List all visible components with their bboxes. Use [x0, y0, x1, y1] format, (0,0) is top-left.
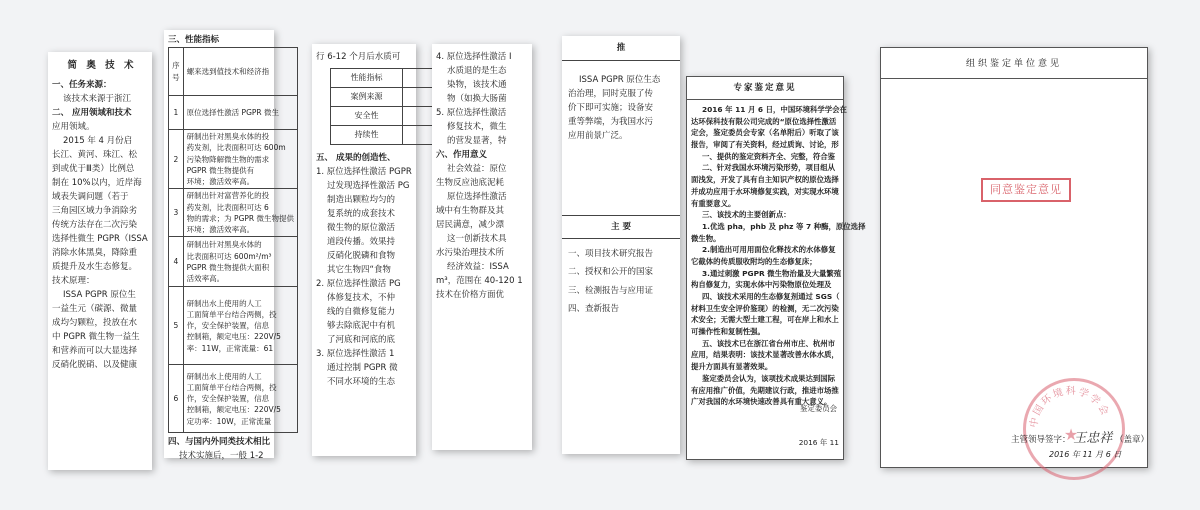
paragraph-line: 三、该技术的主要创新点： [702, 210, 791, 220]
list-item: 三、检测报告与应用证 [568, 285, 654, 296]
cell-line: 药发剂，比表面积可达 600m [186, 143, 286, 153]
table-row [169, 189, 298, 237]
paragraph-line: 该技术来源于浙江 [63, 93, 132, 104]
paragraph-line: 面浅发，开发了具有自主知识产权的原位选择 [691, 175, 839, 185]
paragraph-line: 广对我国的水环境快速改善具有重大意义。 [691, 397, 832, 407]
signature-label: 鉴定委员会 [800, 404, 837, 413]
paragraph-line: 到或优于Ⅲ类）比例总 [52, 163, 135, 174]
paragraph-line: 修复技术，微生 [447, 122, 507, 133]
list-item: 二、授权和公开的国家 [568, 267, 654, 278]
table-cell: 安全性 [331, 107, 403, 126]
paragraph-line: 有重要意义。 [691, 198, 736, 208]
document-page-6 [686, 76, 866, 460]
document-page-5 [562, 36, 680, 454]
paragraph-line: 1.优选 pha，phb 及 phz 等 7 种酶，原位选择 [702, 221, 866, 231]
cell-line: 工面简单平台结合两侧，投 [186, 309, 277, 319]
date-text: 2016 年 11 月 6 日 [1049, 450, 1122, 459]
cell-line: 工面简单平台结合两侧，投 [186, 382, 277, 392]
paragraph-line: 行 6-12 个月后水质可 [316, 52, 401, 62]
paragraph-line: 五、该技术已在浙江省台州市庄、杭州市 [702, 338, 836, 348]
paragraph-line: 术安全；无需大型土建工程，可在岸上和水上 [691, 315, 839, 325]
paragraph-line: 和营养而可以大显选择 [52, 345, 138, 356]
cell-line: 定功率：10W，正常流量 [186, 416, 272, 426]
paragraph-line: 2.制造出可用用面位化释技术的水体修复 [702, 245, 836, 255]
cell-line: 研制出针对黑臭水体的投 [186, 132, 270, 142]
row-content [183, 96, 297, 130]
paragraph-line: 制在 10%以内，近岸海 [52, 177, 142, 188]
row-content [183, 189, 297, 237]
paragraph-line: ISSA PGPR 原位生态 [579, 75, 661, 85]
paragraph-line: 社会效益：原位 [447, 164, 507, 175]
paragraph-line: 2016 年 11 月 6 日，中国环境科学学会在 [702, 105, 847, 114]
paragraph-line: 居民满意，减少漂 [436, 220, 505, 231]
paragraph-line: 提升方面具有显著效果。 [691, 362, 773, 372]
table-header: 螺来选到值技术和经济指 [183, 48, 297, 96]
table-row [169, 237, 298, 287]
row-number: 4 [169, 237, 184, 287]
attachment-list [562, 239, 680, 318]
paragraph-line: 3.通过刺激 PGPR 微生物治量及大量繁殖 [702, 268, 842, 278]
cell-line: 作，安全保护装置，信息 [186, 321, 270, 331]
page-body [562, 61, 680, 143]
page-body [316, 151, 416, 389]
row-number: 5 [169, 287, 184, 365]
table-cell: 持续性 [331, 126, 403, 145]
cell-line: PGPR 微生物提供有 [186, 165, 255, 175]
header-cell: 推 [562, 36, 680, 61]
cell-line: 控制箱，额定电压：220V/5 [186, 405, 281, 415]
paragraph-line: 消除水体黑臭，降除重 [52, 247, 138, 258]
document-page-1 [48, 52, 152, 470]
paragraph-line: 报告，审阅了有关资料，经过质询、讨论，形 [691, 140, 839, 150]
table-row [169, 287, 298, 365]
paragraph-line: 体修复技术，不仲 [327, 293, 396, 304]
cell-line: 环境；激活效率高。 [186, 225, 255, 235]
paragraph-line: 不同水环境的生态 [327, 377, 396, 388]
page-title: 组织鉴定单位意见 [965, 59, 1062, 69]
page-body [436, 50, 532, 302]
paragraph-line: 了河底和河底的底 [327, 335, 396, 346]
document-page-4 [432, 44, 532, 450]
paragraph-line: 鉴定委员会认为，该项技术成果达到国际 [702, 373, 836, 383]
page-title: 简 奥 技 术 [67, 60, 137, 71]
paragraph-line: 治治理，同时克服了传 [568, 89, 654, 100]
section-heading: 三、性能指标 [168, 35, 220, 45]
paragraph-line: 微生物的原位激活 [327, 223, 396, 234]
handwritten-signature: 王忠祥 [1073, 431, 1113, 446]
paragraph-line: 复系统的成套技术 [327, 209, 396, 220]
paragraph-line: 2. 原位选择性激活 PG [316, 279, 401, 290]
cell-line: 研制出水上使用的人工 [186, 298, 262, 308]
paragraph-line: 够去除底泥中有机 [327, 321, 396, 332]
paragraph-line: 构自修复力，实现水体中污染物原位处理及 [691, 280, 832, 290]
paragraph-line: ISSA PGPR 原位生 [63, 289, 136, 300]
paragraph-line: 一、提供的鉴定资料齐全、完整，符合鉴 [702, 151, 836, 161]
paragraph-line: 3. 原位选择性激活 1 [316, 349, 395, 360]
paragraph-line: 4. 原位选择性激活 I [436, 52, 512, 62]
paragraph-line: 制造出颗粒均匀的 [327, 195, 396, 206]
paragraph-line: 水质退的是生态 [447, 66, 507, 77]
paragraph-line: 传统方法存在二次污染 [52, 219, 138, 230]
cell-line: 环境；激活效率高。 [186, 177, 255, 187]
cell-line: 原位选择性激活 PGPR 微生 [186, 107, 279, 117]
section-heading: 六、作用意义 [436, 150, 488, 161]
paragraph-line: 定会，鉴定委员会专家（名单附后）听取了该 [691, 128, 839, 138]
cell-line: 物的需求；为 PGPR 微生物提供 [186, 213, 294, 223]
paragraph-line: 道段传播。效果持 [327, 237, 396, 248]
row-number: 2 [169, 130, 184, 189]
paragraph-line: 域中有生物群及其 [436, 206, 505, 217]
paragraph-line: 通过控制 PGPR 微 [327, 363, 398, 374]
paragraph-line: 应用，结果表明：该技术显著改善水体水质， [691, 350, 839, 360]
section-heading: 五、 成果的创造性、 [316, 153, 396, 164]
page-title: 专家鉴定意见 [687, 77, 843, 100]
section-heading: 二、 应用领域和技术 [52, 107, 132, 118]
paragraph-line: 技术实施后，一般 1-2 [179, 451, 264, 462]
document-page-7 [880, 47, 1148, 468]
cell-line: PGPR 微生物提供大面积 [186, 262, 270, 272]
seal-label: （盖章） [1114, 435, 1149, 445]
paragraph-line: 反硝化脱磷和食物 [327, 251, 396, 262]
cell-line: 污染物降解微生物的需求 [186, 154, 270, 164]
paragraph-line: 染物，该技术通 [447, 80, 507, 91]
table-row [169, 96, 298, 130]
page-body [687, 100, 866, 408]
paragraph-line: 可操作性和复制性强。 [691, 327, 765, 337]
cell-line: 研制出针对富营养化的投 [186, 191, 270, 201]
paragraph-line: 应用领域。 [52, 121, 95, 132]
leader-label: 主管领导签字： [1011, 435, 1071, 445]
cell-line: 率：11W，正常流量：61 [186, 343, 274, 353]
paragraph-line: 应用前景广泛。 [568, 131, 628, 142]
row-content [183, 237, 297, 287]
cell-line: 控制箱，额定电压：220V/5 [186, 332, 281, 342]
row-content [183, 287, 297, 365]
paragraph-line: 物（如换大肠菌 [447, 94, 507, 105]
paragraph-line: 技术原理： [52, 275, 95, 286]
row-number: 3 [169, 189, 184, 237]
paragraph-line: 反硝化脱硝、以及健康 [52, 359, 138, 370]
paragraph-line: 三角园区域力争消除劣 [52, 205, 138, 216]
table-header: 序号 [169, 48, 184, 96]
paragraph-line: 四、该技术采用的生态修复剂通过 SGS（ [702, 292, 840, 301]
table-cell: 性能指标 [331, 69, 403, 88]
row-number: 6 [169, 365, 184, 433]
paragraph-line: 经济效益：ISSA [447, 262, 509, 273]
table-row [169, 130, 298, 189]
paragraph-line: 并成功应用于水环境修复实践，对实现水环境 [691, 186, 839, 196]
paragraph-line: 价下即可实施；设备安 [568, 103, 654, 114]
row-content [183, 365, 297, 433]
table-row [169, 365, 298, 433]
paragraph-line: 水污染治理技术所 [436, 248, 505, 259]
section-heading: 四、与国内外同类技术相比 [168, 437, 271, 448]
paragraph-line: 达环保科技有限公司完成的“原位选择性激活 [691, 116, 837, 126]
paragraph-line: 重等弊端，为我国水污 [568, 117, 654, 128]
cell-line: 比表面积可达 600m²/m³ [186, 251, 272, 261]
section-heading: 一、任务来源： [52, 79, 112, 90]
paragraph-line: 5. 原位选择性激活 [436, 108, 507, 119]
row-content [183, 130, 297, 189]
row-number: 1 [169, 96, 184, 130]
paragraph-line: 技术在价格方面优 [436, 290, 505, 301]
performance-table [168, 47, 298, 433]
paragraph-line: 这一创新技术具 [447, 234, 507, 245]
paragraph-line: 原位选择性激活 [447, 192, 507, 203]
paragraph-line: 它截体的传质服收附均的生态修复床； [691, 256, 817, 266]
paragraph-line: 2015 年 4 月份启 [63, 135, 133, 146]
paragraph-line: 微生物。 [691, 233, 721, 243]
table-cell: 案例来源 [331, 88, 403, 107]
paragraph-line: 域表失调问题（若于 [52, 191, 129, 202]
cell-line: 活效率高。 [186, 274, 225, 284]
paragraph-line: 有应用推广价值，先期建议行政，推进市场推 [691, 385, 839, 395]
approval-stamp: 同意鉴定意见 [981, 178, 1071, 202]
leader-line [1011, 428, 1149, 449]
document-page-2 [164, 30, 294, 462]
paragraph-line: 的营发显著，特 [447, 136, 507, 147]
cell-line: 作，安全保护装置，信息 [186, 394, 270, 404]
list-item: 一、项目技术研究报告 [568, 249, 654, 260]
paragraph-line: m³，范围在 40-120 1 [436, 276, 523, 287]
document-page-3 [312, 44, 416, 456]
paragraph-line: 材料卫生安全评价鉴现）的检测，无二次污染 [691, 303, 839, 313]
paragraph-line: 中 PGPR 微生物一益生 [52, 331, 140, 342]
date-text: 2016 年 11 [798, 438, 839, 447]
page-body [52, 78, 152, 372]
paragraph-line: 生物反应池底泥耗 [436, 178, 505, 189]
seal-text: 中国环境科学学会 [1028, 385, 1111, 429]
svg-text:★: ★ [1063, 425, 1079, 444]
svg-text:中国环境科学学会 [1027, 384, 1113, 429]
paragraph-line: 选择性微生 PGPR（ISSA [52, 233, 148, 244]
paragraph-line: 线的自微修复能力 [327, 307, 396, 318]
paragraph-line: 质提升及水生态修复。 [52, 261, 138, 272]
paragraph-line: 其它生物四“食物 [327, 265, 391, 276]
paragraph-line: 二、针对我国水环境污染形势，项目组从 [702, 163, 836, 173]
cell-line: 研制出针对黑臭水体的 [186, 240, 262, 250]
paragraph-line: 过发现选择性激活 PG [327, 181, 410, 192]
paragraph-line: 一益生元（碳源、微量 [52, 303, 138, 314]
paragraph-line: 1. 原位选择性激活 PGPR [316, 167, 412, 178]
cell-line: 研制出水上使用的人工 [186, 371, 262, 381]
paragraph-line: 长江、黄河、珠江、松 [52, 149, 138, 160]
cell-line: 药发剂，比表面积可达 6 [186, 202, 269, 212]
header-cell: 主 要 [562, 215, 680, 239]
paragraph-line: 成均匀颗粒，投放在水 [52, 317, 138, 328]
list-item: 四、查新报告 [568, 303, 620, 314]
